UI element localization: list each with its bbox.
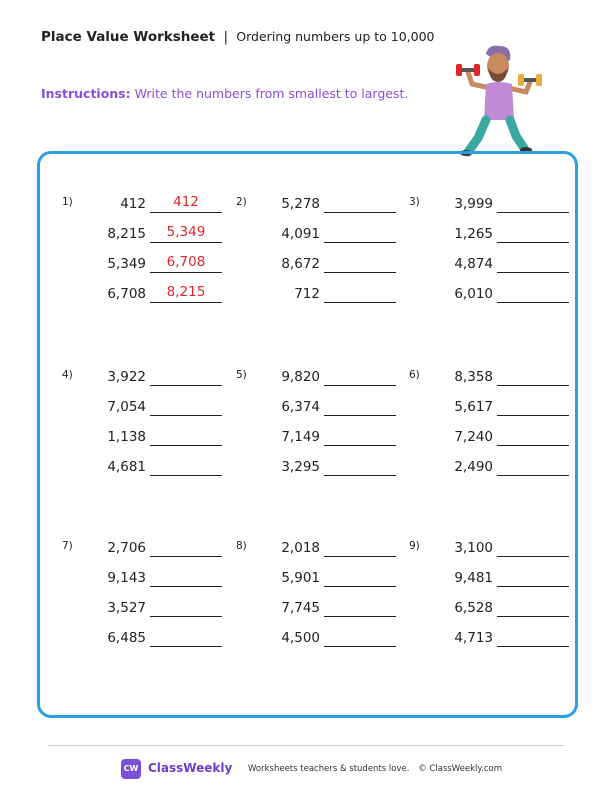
number-row (409, 459, 569, 479)
number-value: 9,143 (107, 570, 146, 586)
answer-line[interactable] (324, 415, 396, 416)
number-row (409, 630, 569, 650)
number-row (236, 256, 396, 276)
number-value: 4,713 (454, 630, 493, 646)
number-value: 712 (294, 286, 320, 302)
number-value: 4,091 (281, 226, 320, 242)
number-row (62, 570, 222, 590)
answer-line[interactable] (324, 302, 396, 303)
number-value: 5,349 (107, 256, 146, 272)
number-value: 6,010 (454, 286, 493, 302)
number-value: 4,681 (107, 459, 146, 475)
number-row (62, 459, 222, 479)
problem-number: 6) (409, 369, 420, 381)
number-value: 7,745 (281, 600, 320, 616)
number-value: 4,874 (454, 256, 493, 272)
number-value: 3,999 (454, 196, 493, 212)
problem-number: 7) (62, 540, 73, 552)
number-row (236, 196, 396, 216)
answer-line[interactable] (497, 475, 569, 476)
problem-number: 4) (62, 369, 73, 381)
number-row (409, 540, 569, 560)
answer-line[interactable] (324, 445, 396, 446)
problem-number: 1) (62, 196, 73, 208)
number-value: 3,922 (107, 369, 146, 385)
number-row (236, 630, 396, 650)
answer-line[interactable] (497, 646, 569, 647)
answer-line[interactable] (324, 475, 396, 476)
answer-line[interactable] (150, 302, 222, 303)
answer-line[interactable] (497, 242, 569, 243)
answer-value: 8,215 (166, 284, 206, 300)
number-row (409, 286, 569, 306)
problem-number: 8) (236, 540, 247, 552)
number-row (409, 570, 569, 590)
instructions-text: Write the numbers from smallest to largest. (134, 86, 409, 101)
answer-line[interactable] (497, 212, 569, 213)
number-value: 3,295 (281, 459, 320, 475)
number-value: 8,358 (454, 369, 493, 385)
answer-line[interactable] (150, 646, 222, 647)
number-row (409, 256, 569, 276)
number-row (236, 600, 396, 620)
answer-value: 6,708 (166, 254, 206, 270)
number-row (62, 399, 222, 419)
number-value: 8,672 (281, 256, 320, 272)
number-row (409, 399, 569, 419)
answer-line[interactable] (150, 445, 222, 446)
problem-number: 2) (236, 196, 247, 208)
classweekly-logo-text: ClassWeekly (148, 761, 233, 775)
classweekly-logo-icon: CW (121, 759, 141, 779)
problem-number: 3) (409, 196, 420, 208)
number-row (236, 226, 396, 246)
number-row (409, 429, 569, 449)
problem-number: 9) (409, 540, 420, 552)
number-row (62, 256, 222, 276)
number-row (236, 399, 396, 419)
number-row (236, 369, 396, 389)
number-row (236, 429, 396, 449)
answer-value: 412 (173, 194, 199, 210)
number-value: 1,265 (454, 226, 493, 242)
answer-value: 5,349 (166, 224, 206, 240)
number-value: 7,149 (281, 429, 320, 445)
number-value: 6,485 (107, 630, 146, 646)
number-value: 9,820 (281, 369, 320, 385)
number-value: 5,278 (281, 196, 320, 212)
answer-line[interactable] (324, 586, 396, 587)
worksheet-panel (37, 151, 578, 718)
number-value: 6,528 (454, 600, 493, 616)
footer-divider (48, 745, 564, 746)
answer-line[interactable] (324, 556, 396, 557)
answer-line[interactable] (324, 385, 396, 386)
number-row (62, 369, 222, 389)
answer-line[interactable] (497, 302, 569, 303)
instructions-label: Instructions: (41, 86, 131, 101)
number-value: 412 (120, 196, 146, 212)
problem-number: 5) (236, 369, 247, 381)
number-row (236, 459, 396, 479)
answer-line[interactable] (497, 445, 569, 446)
number-row (409, 600, 569, 620)
answer-line[interactable] (324, 272, 396, 273)
answer-line[interactable] (497, 272, 569, 273)
weightlifter-illustration (448, 40, 548, 158)
number-row (409, 369, 569, 389)
number-value: 1,138 (107, 429, 146, 445)
number-value: 2,706 (107, 540, 146, 556)
number-row (62, 226, 222, 246)
number-row (236, 570, 396, 590)
worksheet-subtitle: Ordering numbers up to 10,000 (236, 29, 435, 44)
number-row (62, 540, 222, 560)
answer-line[interactable] (497, 556, 569, 557)
number-row (236, 286, 396, 306)
number-value: 4,500 (281, 630, 320, 646)
number-row (62, 600, 222, 620)
answer-line[interactable] (324, 242, 396, 243)
answer-line[interactable] (150, 475, 222, 476)
number-value: 7,240 (454, 429, 493, 445)
number-value: 3,100 (454, 540, 493, 556)
number-value: 9,481 (454, 570, 493, 586)
number-value: 5,901 (281, 570, 320, 586)
number-value: 6,708 (107, 286, 146, 302)
answer-line[interactable] (150, 385, 222, 386)
copyright-text: © ClassWeekly.com (418, 764, 503, 774)
answer-line[interactable] (497, 415, 569, 416)
number-value: 5,617 (454, 399, 493, 415)
number-value: 2,490 (454, 459, 493, 475)
header-separator: | (223, 29, 228, 45)
number-value: 2,018 (281, 540, 320, 556)
answer-line[interactable] (497, 616, 569, 617)
number-value: 3,527 (107, 600, 146, 616)
number-row (409, 226, 569, 246)
answer-line[interactable] (150, 212, 222, 213)
number-row (62, 630, 222, 650)
instructions (41, 86, 408, 101)
answer-line[interactable] (324, 646, 396, 647)
answer-line[interactable] (497, 385, 569, 386)
answer-line[interactable] (324, 616, 396, 617)
answer-line[interactable] (150, 415, 222, 416)
answer-line[interactable] (324, 212, 396, 213)
answer-line[interactable] (150, 242, 222, 243)
number-value: 7,054 (107, 399, 146, 415)
number-value: 6,374 (281, 399, 320, 415)
worksheet-title: Place Value Worksheet (41, 29, 216, 45)
number-value: 8,215 (107, 226, 146, 242)
worksheet-header (41, 29, 434, 45)
number-row (62, 429, 222, 449)
number-row (62, 286, 222, 306)
answer-line[interactable] (150, 556, 222, 557)
tagline-text: Worksheets teachers & students love. (248, 764, 410, 774)
answer-line[interactable] (150, 616, 222, 617)
number-row (409, 196, 569, 216)
answer-line[interactable] (150, 586, 222, 587)
answer-line[interactable] (150, 272, 222, 273)
answer-line[interactable] (497, 586, 569, 587)
number-row (236, 540, 396, 560)
footer-tagline (248, 764, 502, 774)
number-row (62, 196, 222, 216)
